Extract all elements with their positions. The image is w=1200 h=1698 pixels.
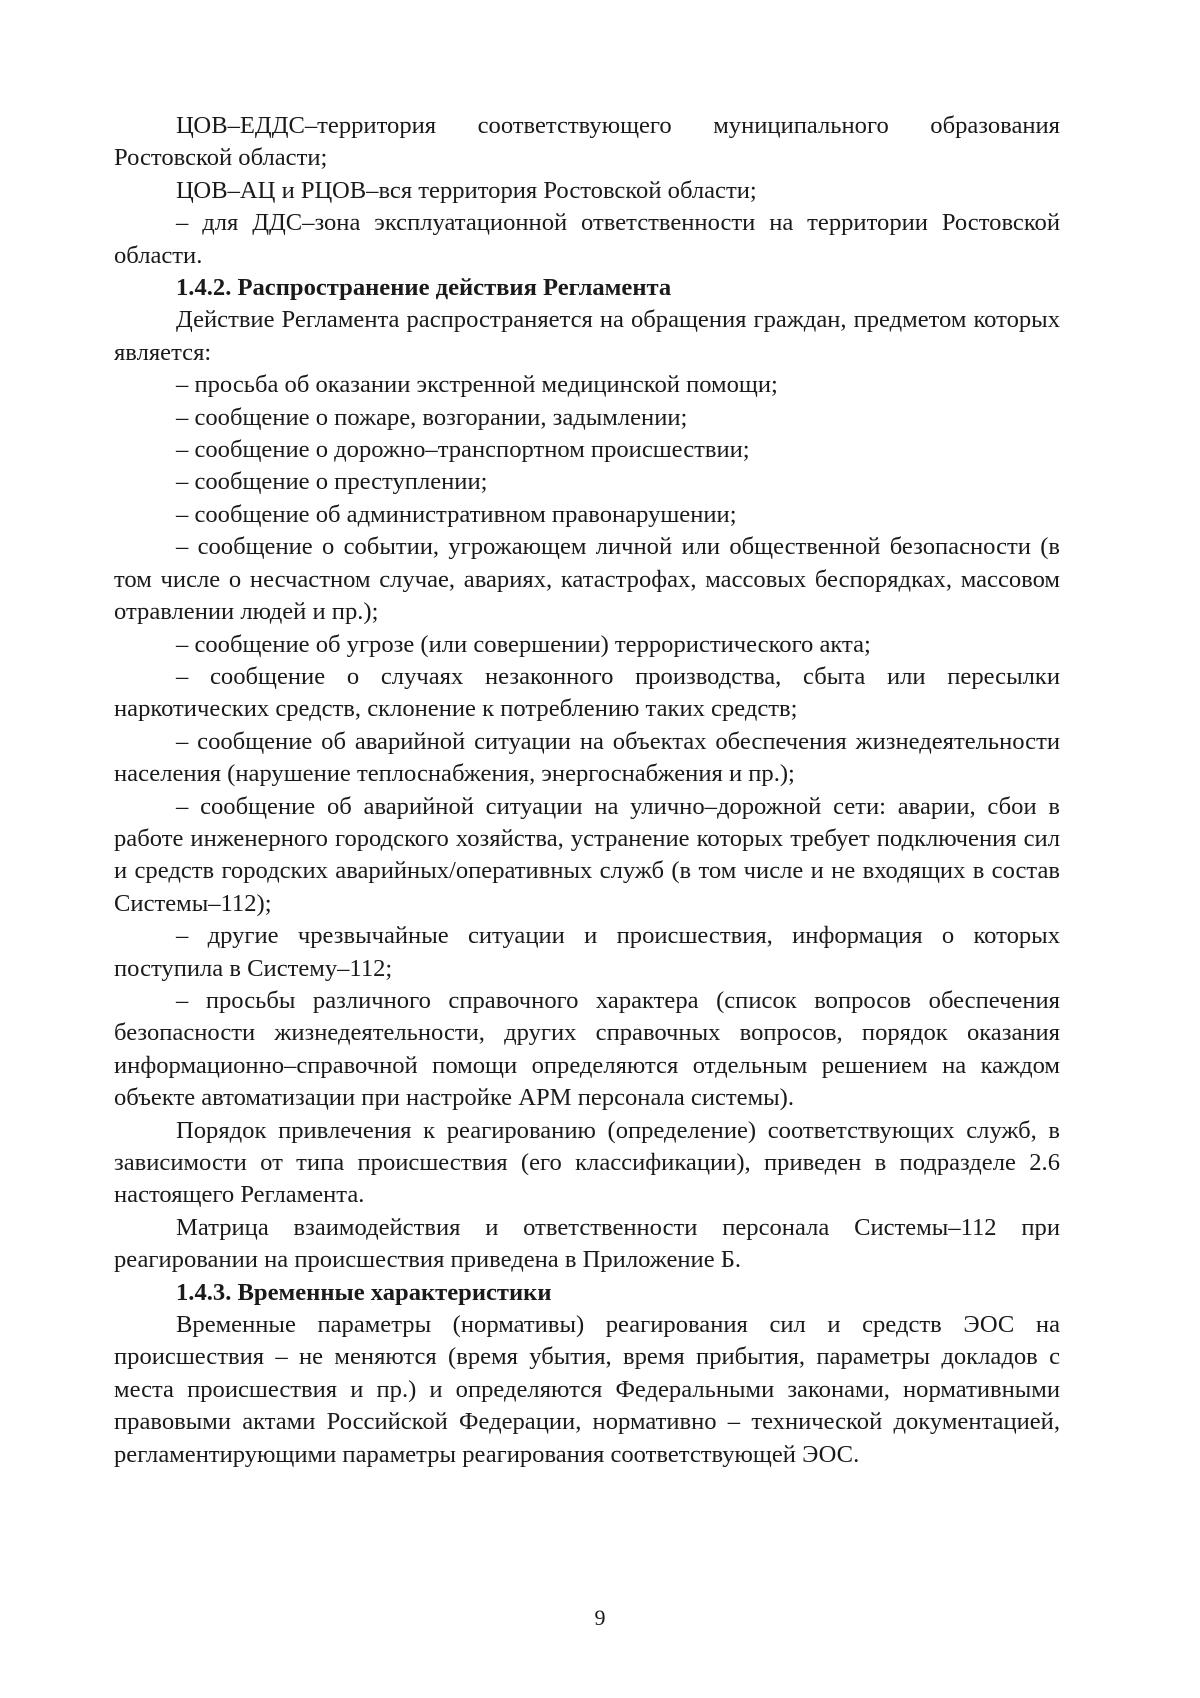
list-item: – сообщение о случаях незаконного производства, сбыта или пересылки наркотических средств, склонение к потреблению таких средств; bbox=[114, 662, 1060, 723]
section-heading-1-4-3: 1.4.3. Временные характеристики bbox=[176, 1278, 552, 1306]
intro-paragraph: – для ДДС–зона эксплуатационной ответственности на территории Ростовской области. bbox=[114, 209, 1060, 269]
list-item: – просьбы различного справочного характера (список вопросов обеспечения безопасности жизнедеятельности, других справочных вопросов, порядок оказания информационно–справочной помощи определяются отдельным решением на каждом объекте автоматизации при настройке АРМ персонала системы). bbox=[114, 986, 1060, 1112]
list-item: – сообщение об административном правонарушении; bbox=[176, 500, 737, 528]
section-lead-paragraph: Действие Регламента распространяется на обращения граждан, предметом которых является: bbox=[114, 306, 1060, 366]
intro-paragraph: ЦОВ–АЦ и РЦОВ–вся территория Ростовской области; bbox=[176, 176, 757, 204]
section-heading-1-4-2: 1.4.2. Распространение действия Регламента bbox=[176, 274, 672, 302]
list-item: – сообщение о преступлении; bbox=[176, 468, 488, 496]
list-item: – сообщение о пожаре, возгорании, задымлении; bbox=[176, 403, 688, 431]
intro-paragraph: ЦОВ–ЕДДС–территория соответствующего муниципального образования Ростовской области; bbox=[114, 112, 1060, 172]
page-number: 9 bbox=[594, 1605, 606, 1630]
list-item: – другие чрезвычайные ситуации и происшествия, информация о которых поступила в Систему–112; bbox=[114, 922, 1060, 982]
document-body bbox=[114, 110, 1060, 1471]
timing-paragraph: Временные параметры (нормативы) реагирования сил и средств ЭОС на происшествия – не меняются (время убытия, время прибытия, параметры докладов с места происшествия и пр.) и определяются Федеральными законами, нормативными правовыми актами Российской Федерации, нормативно – технической документацией, регламентирующими параметры реагирования соответствующей ЭОС. bbox=[114, 1311, 1060, 1468]
list-item: – сообщение об угрозе (или совершении) террористического акта; bbox=[176, 630, 871, 658]
list-item: – сообщение об аварийной ситуации на улично–дорожной сети: аварии, сбои в работе инженерного городского хозяйства, устранение которых требует подключения сил и средств городских аварийных/оперативных служб (в том числе и не входящих в состав Системы–112); bbox=[114, 792, 1060, 917]
matrix-paragraph: Матрица взаимодействия и ответственности персонала Системы–112 при реагировании на происшествия приведена в Приложение Б. bbox=[114, 1213, 1060, 1274]
list-item: – сообщение об аварийной ситуации на объектах обеспечения жизнедеятельности населения (нарушение теплоснабжения, энергоснабжения и пр.); bbox=[114, 727, 1060, 788]
list-item: – просьба об оказании экстренной медицинской помощи; bbox=[176, 371, 778, 399]
order-paragraph: Порядок привлечения к реагированию (определение) соответствующих служб, в зависимости от типа происшествия (его классификации), приведен в подразделе 2.6 настоящего Регламента. bbox=[114, 1116, 1060, 1209]
list-item: – сообщение о дорожно–транспортном происшествии; bbox=[176, 436, 750, 464]
list-item: – сообщение о событии, угрожающем личной или общественной безопасности (в том числе о несчастном случае, авариях, катастрофах, массовых беспорядках, массовом отравлении людей и пр.); bbox=[114, 533, 1060, 626]
